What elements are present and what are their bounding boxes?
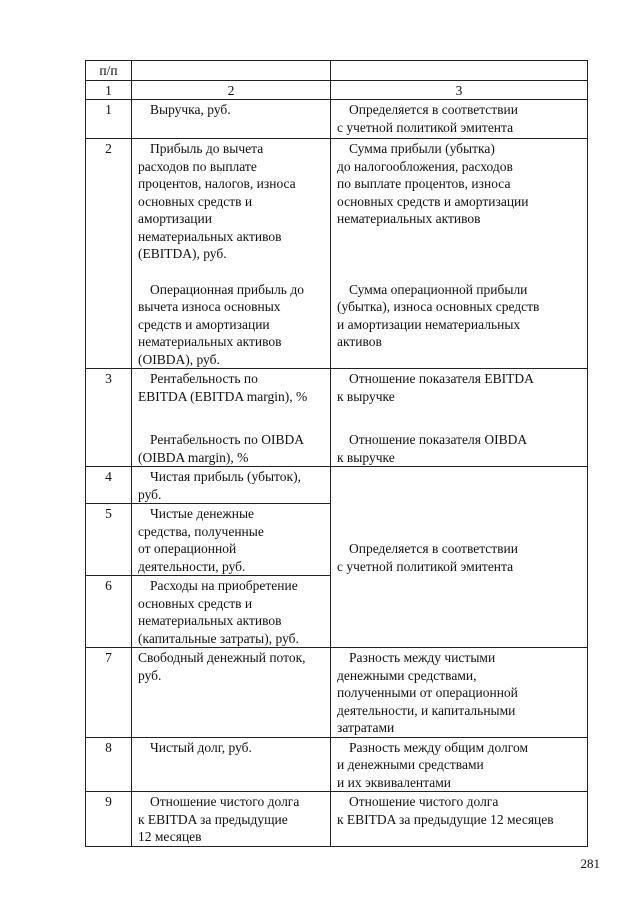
method-cell [331,369,588,467]
method-text-secondary: Сумма операционной прибыли (убытка), износа основных средств и амортизации нематериальных активов [337,281,540,349]
row-number: 8 [86,737,132,792]
header-row-numbers [86,80,588,100]
indicator-text: Отношение чистого долга к EBITDA за предыдущие 12 месяцев [138,794,300,844]
method-text: Разность между чистыми денежными средствами, полученными от операционной деятельности, и капитальными затратами [337,650,518,735]
indicator-cell [132,648,331,738]
table-row [86,467,588,504]
method-cell [331,100,588,139]
header-col1-number: 1 [86,80,132,100]
table-row [86,648,588,738]
table-row [86,737,588,792]
method-cell [331,737,588,792]
row-number: 5 [86,504,132,576]
method-cell [331,792,588,847]
header-col3-top [331,61,588,81]
header-col2-number: 2 [132,80,331,100]
indicator-text: Свободный денежный поток, руб. [138,650,306,683]
indicator-text-secondary: Рентабельность по OIBDA (OIBDA margin), % [138,432,305,465]
table-row [86,100,588,139]
row-number: 6 [86,576,132,648]
indicator-cell [132,576,331,648]
row-number: 2 [86,139,132,369]
page-number: 281 [580,856,600,871]
indicator-text: Чистая прибыль (убыток), руб. [138,469,301,502]
row-number: 3 [86,369,132,467]
indicator-text-secondary: Операционная прибыль до вычета износа основных средств и амортизации нематериальных активов (OIBDA), руб. [138,281,304,367]
indicators-table [85,60,588,847]
indicator-cell [132,467,331,504]
method-text: Отношение показателя EBITDA к выручке [337,371,534,404]
indicator-text: Расходы на приобретение основных средств и нематериальных активов (капитальные затраты), руб. [138,578,299,646]
indicator-text: Чистый долг, руб. [150,739,252,755]
indicator-text: Выручка, руб. [150,102,231,117]
indicator-text: Прибыль до вычета расходов по выплате процентов, налогов, износа основных средств и амортизации нематериальных активов (EBITDA), руб. [138,141,296,261]
table-row [86,139,588,369]
indicator-cell [132,737,331,792]
method-text: Определяется в соответствии с учетной политикой эмитента [337,102,519,135]
method-cell [331,139,588,369]
row-number: 4 [86,467,132,504]
indicator-text: Рентабельность по EBITDA (EBITDA margin), % [138,371,308,404]
method-cell [331,648,588,738]
header-col1-top: п/п [86,61,132,81]
row-number: 9 [86,792,132,847]
indicator-text: Чистые денежные средства, полученные от операционной деятельности, руб. [138,506,264,574]
table-row [86,792,588,847]
method-text: Отношение чистого долга к EBITDA за предыдущие 12 месяцев [337,794,554,827]
method-text: Разность между общим долгом и денежными средствами и их эквивалентами [337,739,528,790]
method-text: Определяется в соответствии с учетной политикой эмитента [337,541,519,574]
header-col3-number: 3 [331,80,588,100]
method-text-secondary: Отношение показателя OIBDA к выручке [337,432,528,465]
header-row-top [86,61,588,81]
table-row [86,369,588,467]
method-text: Сумма прибыли (убытка) до налогообложения, расходов по выплате процентов, износа основных средств и амортизации нематериальных активов [337,141,529,226]
header-col2-top [132,61,331,81]
indicator-cell [132,504,331,576]
row-number: 7 [86,648,132,738]
indicator-cell [132,792,331,847]
row-number: 1 [86,100,132,139]
indicator-cell [132,100,331,139]
indicator-cell [132,139,331,369]
indicator-cell [132,369,331,467]
merged-method-cell [331,467,588,648]
